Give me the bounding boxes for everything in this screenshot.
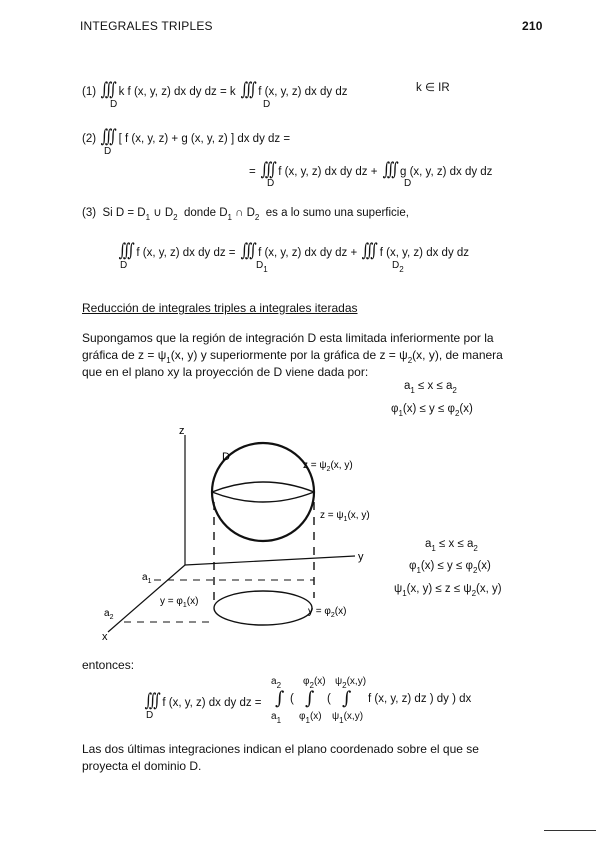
paragraph-line: que en el plano xy la proyección de D viene dada por: bbox=[82, 365, 369, 379]
lower-surface-label: $z = \psi_1(x$, y) bbox=[320, 510, 370, 523]
axis-label-y: y bbox=[358, 551, 364, 563]
integral-sign-icon: ∫ bbox=[342, 688, 352, 709]
entonces-label: entonces: bbox=[82, 658, 135, 672]
footer-rule bbox=[544, 830, 596, 831]
paren: ( bbox=[327, 693, 331, 705]
upper-limit-a: $a_2$ bbox=[271, 676, 282, 690]
triple-integral-icon: ∫∫∫ bbox=[240, 79, 254, 100]
domain-label: D bbox=[120, 260, 128, 271]
triple-integral-icon: ∫∫∫ bbox=[100, 79, 114, 100]
property-1 bbox=[82, 79, 347, 100]
a2-label: $a_2$ bbox=[104, 608, 114, 621]
property-2-label: (2) bbox=[82, 133, 97, 145]
domain-label: D bbox=[263, 99, 271, 110]
region-label: D bbox=[222, 451, 230, 463]
property-1-rhs: f (x, y, z) dx dy dz bbox=[258, 86, 348, 98]
property-2-rhs: = ∫∫∫ f (x, y, z) dx dy dz + ∫∫∫ g (x, y, z) dx dy dz bbox=[249, 159, 493, 180]
triple-integral-icon: ∫∫∫ bbox=[362, 240, 375, 261]
domain-label: D bbox=[110, 99, 118, 110]
projection-region bbox=[214, 591, 312, 625]
page-number: 210 bbox=[522, 19, 543, 33]
triple-integral-icon: ∫∫∫ bbox=[118, 240, 132, 261]
lower-limit-a: $a_1$ bbox=[271, 711, 282, 725]
triple-integral-icon: ∫∫∫ bbox=[100, 126, 114, 147]
a1-label: $a_1$ bbox=[142, 572, 152, 585]
paren: ( bbox=[290, 693, 294, 705]
property-3: (3) Si $D = D_1$ ∪ $D_2$ donde $D_1$ ∩ $D_2$ es a lo sumo una superficie, bbox=[82, 207, 409, 222]
condition-y: $\varphi_1(x) \le y \le \varphi_2(x)$ bbox=[391, 403, 473, 418]
triple-integral-icon: ∫∫∫ bbox=[260, 159, 274, 180]
upper-surface-curve bbox=[212, 482, 314, 492]
axis-label-z: z bbox=[179, 425, 185, 437]
triple-integral-icon: ∫∫∫ bbox=[382, 159, 396, 180]
upper-limit-phi: $\varphi_2(x)$ bbox=[303, 676, 326, 690]
domain-label: D bbox=[267, 178, 275, 189]
upper-limit-psi: $\psi_2(x,y)$ bbox=[335, 676, 367, 690]
phi1-label: $y = \varphi_1(x)$ bbox=[160, 596, 199, 609]
condition-x: $a_1 \le x \le a_2$ bbox=[404, 380, 457, 395]
running-header: INTEGRALES TRIPLES bbox=[80, 19, 213, 33]
triple-integral-icon: ∫∫∫ bbox=[240, 240, 254, 261]
paragraph-line: gráfica de $z = \psi_1(x$, y) y superiormente por la gráfica de $z = \psi_2(x$, y), de manera bbox=[82, 348, 503, 365]
domain-label: $D_1$ bbox=[256, 260, 268, 274]
figure-condition-y: $\varphi_1(x) \le y \le \varphi_2(x)$ bbox=[409, 560, 491, 575]
domain-label: $D_2$ bbox=[392, 260, 404, 274]
property-1-condition: k ∈ IR bbox=[416, 82, 450, 94]
integral-sign-icon: ∫ bbox=[275, 688, 285, 709]
final-paragraph-line: proyecta el dominio D. bbox=[82, 759, 202, 773]
iterated-integrand: f (x, y, z) dz ) dy ) dx bbox=[368, 693, 472, 705]
axis-label-x: x bbox=[102, 631, 108, 643]
property-2-lhs: [ f (x, y, z) + g (x, y, z) ] dx dy dz = bbox=[118, 133, 291, 145]
integral-sign-icon: ∫ bbox=[305, 688, 315, 709]
property-1-rhs-eq: = k bbox=[220, 86, 236, 98]
paragraph-line: Supongamos que la región de integración D esta limitada inferiormente por la bbox=[82, 331, 494, 345]
phi2-label: $y = \varphi_2(x)$ bbox=[308, 606, 347, 619]
section-heading: Reducción de integrales triples a integrales iteradas bbox=[82, 301, 358, 315]
domain-label: D bbox=[404, 178, 412, 189]
triple-integral-icon: ∫∫∫ bbox=[144, 690, 158, 711]
property-1-lhs: k f (x, y, z) dx dy dz bbox=[118, 86, 217, 98]
figure-condition-z: $\psi_1(x$, $y) \le z \le \psi_2(x$, y) bbox=[394, 583, 502, 598]
figure-condition-x: $a_1 \le x \le a_2$ bbox=[425, 538, 478, 553]
upper-surface-label: $z = \psi_2(x$, y) bbox=[303, 460, 353, 473]
property-3-formula: ∫∫∫ f (x, y, z) dx dy dz = ∫∫∫ f (x, y, z) dx dy dz + ∫∫∫ f (x, y, z) dx dy dz bbox=[118, 240, 470, 261]
lower-limit-phi: $\varphi_1(x)$ bbox=[299, 711, 322, 725]
region-figure bbox=[90, 420, 390, 650]
domain-label: D bbox=[104, 146, 112, 157]
lower-limit-psi: $\psi_1(x,y)$ bbox=[332, 711, 364, 725]
property-1-label: (1) bbox=[82, 86, 97, 98]
domain-label: D bbox=[146, 710, 154, 721]
lower-surface-curve bbox=[212, 492, 314, 502]
iterated-integral-formula: ∫∫∫ f (x, y, z) dx dy dz = bbox=[144, 690, 262, 711]
final-paragraph-line: Las dos últimas integraciones indican el plano coordenado sobre el que se bbox=[82, 742, 479, 756]
y-axis bbox=[185, 556, 355, 565]
property-2 bbox=[82, 126, 290, 147]
